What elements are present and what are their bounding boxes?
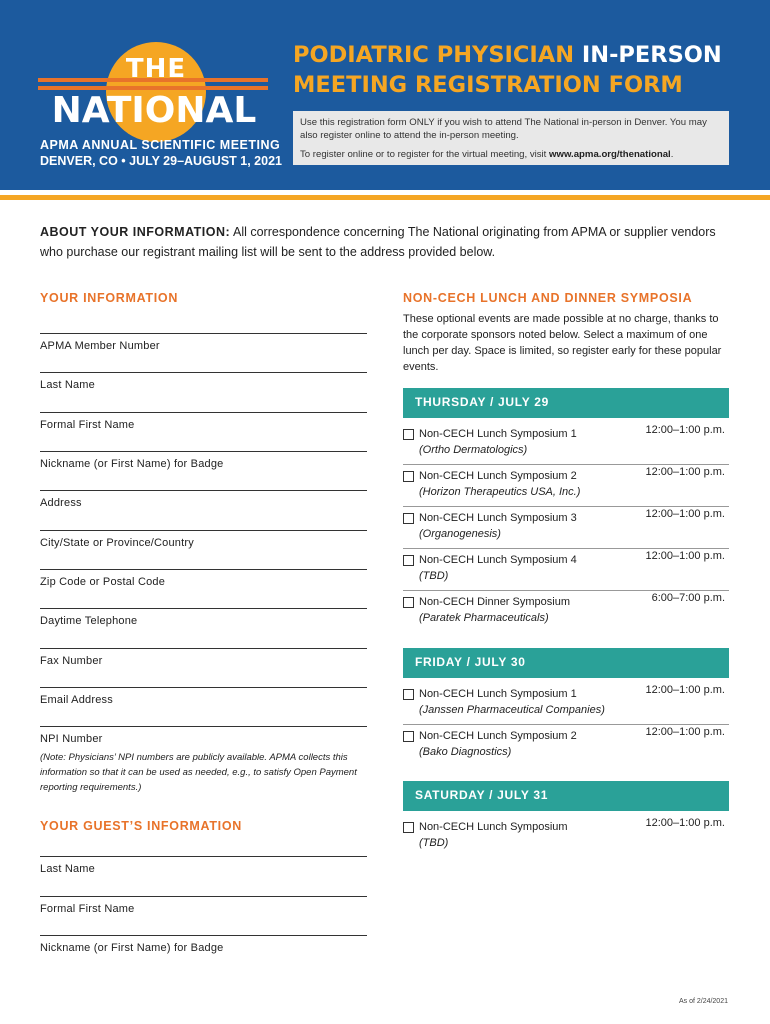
your-info-field-label: Formal First Name bbox=[40, 419, 135, 431]
header-banner bbox=[0, 0, 770, 190]
symposium-time: 12:00–1:00 p.m. bbox=[645, 550, 725, 562]
your-info-field-line[interactable] bbox=[40, 530, 367, 531]
guest-info-field[interactable] bbox=[40, 856, 367, 875]
your-info-field-label: Last Name bbox=[40, 379, 95, 391]
your-info-field[interactable] bbox=[40, 569, 367, 588]
your-info-field[interactable] bbox=[40, 412, 367, 431]
day-header: FRIDAY / JULY 30 bbox=[403, 648, 729, 678]
your-info-field[interactable] bbox=[40, 687, 367, 706]
symposium-time: 12:00–1:00 p.m. bbox=[645, 726, 725, 738]
registration-link[interactable]: www.apma.org/thenational bbox=[549, 149, 671, 160]
your-info-field-line[interactable] bbox=[40, 608, 367, 609]
about-text: All correspondence concerning The National originating from APMA or supplier vendors who purchase our registrant mailing list will be sent to the address provided below. bbox=[40, 225, 716, 259]
symposium-sponsor: (Janssen Pharmaceutical Companies) bbox=[419, 704, 605, 716]
your-info-field-label: APMA Member Number bbox=[40, 340, 160, 352]
your-info-field-line[interactable] bbox=[40, 648, 367, 649]
your-info-field[interactable] bbox=[40, 333, 367, 352]
your-info-field-label: Fax Number bbox=[40, 655, 103, 667]
guest-info-field[interactable] bbox=[40, 935, 367, 954]
symposium-name: Non-CECH Lunch Symposium 1 bbox=[419, 688, 577, 700]
guest-info-field-line[interactable] bbox=[40, 896, 367, 897]
your-info-field-label: Address bbox=[40, 497, 82, 509]
registration-notice bbox=[293, 111, 729, 165]
symposium-name: Non-CECH Lunch Symposium bbox=[419, 821, 568, 833]
symposium-sponsor: (TBD) bbox=[419, 837, 449, 849]
symposium-checkbox[interactable] bbox=[403, 731, 414, 742]
your-info-field-label: NPI Number bbox=[40, 733, 103, 745]
symposium-time: 12:00–1:00 p.m. bbox=[645, 466, 725, 478]
day-header: SATURDAY / JULY 31 bbox=[403, 781, 729, 811]
symposium-divider bbox=[403, 590, 729, 591]
your-info-field-line[interactable] bbox=[40, 333, 367, 334]
day-header: THURSDAY / JULY 29 bbox=[403, 388, 729, 418]
symposium-divider bbox=[403, 724, 729, 725]
guest-information-heading: YOUR GUEST’S INFORMATION bbox=[40, 819, 242, 833]
logo-national-text: NATIONAL bbox=[51, 90, 257, 131]
symposium-checkbox[interactable] bbox=[403, 822, 414, 833]
your-info-field-label: City/State or Province/Country bbox=[40, 537, 194, 549]
guest-info-field-line[interactable] bbox=[40, 856, 367, 857]
npi-note: (Note: Physicians’ NPI numbers are publicly available. APMA collects this information so that it can be used as needed, e.g., to satisfy Open Payment reporting requirements.) bbox=[40, 752, 357, 793]
symposium-sponsor: (Bako Diagnostics) bbox=[419, 746, 512, 758]
symposium-time: 6:00–7:00 p.m. bbox=[651, 592, 725, 604]
meeting-location-dates: DENVER, CO • JULY 29–AUGUST 1, 2021 bbox=[40, 154, 282, 168]
your-info-field-line[interactable] bbox=[40, 726, 367, 727]
symposium-name: Non-CECH Lunch Symposium 1 bbox=[419, 428, 577, 440]
symposium-time: 12:00–1:00 p.m. bbox=[645, 684, 725, 696]
your-info-field-line[interactable] bbox=[40, 687, 367, 688]
symposium-checkbox[interactable] bbox=[403, 429, 414, 440]
meeting-name: APMA ANNUAL SCIENTIFIC MEETING bbox=[40, 138, 281, 152]
your-info-field-line[interactable] bbox=[40, 412, 367, 413]
guest-info-field-label: Nickname (or First Name) for Badge bbox=[40, 942, 224, 954]
header-divider-orange bbox=[0, 195, 770, 200]
page-title bbox=[293, 40, 753, 100]
your-info-field[interactable] bbox=[40, 726, 367, 745]
your-info-field-line[interactable] bbox=[40, 372, 367, 373]
your-info-field-label: Nickname (or First Name) for Badge bbox=[40, 458, 224, 470]
guest-info-field-label: Last Name bbox=[40, 863, 95, 875]
your-info-field[interactable] bbox=[40, 451, 367, 470]
your-info-field-label: Email Address bbox=[40, 694, 113, 706]
your-info-field-line[interactable] bbox=[40, 490, 367, 491]
your-info-field-line[interactable] bbox=[40, 451, 367, 452]
symposium-checkbox[interactable] bbox=[403, 513, 414, 524]
your-info-field[interactable] bbox=[40, 490, 367, 509]
symposium-name: Non-CECH Dinner Symposium bbox=[419, 596, 570, 608]
symposium-divider bbox=[403, 464, 729, 465]
symposium-sponsor: (Ortho Dermatologics) bbox=[419, 444, 528, 456]
title-part3: MEETING REGISTRATION FORM bbox=[293, 72, 683, 98]
notice-line1: Use this registration form ONLY if you wish to attend The National in-person in Denver. You may also register online to attend the in-person meeting. bbox=[300, 117, 707, 141]
symposium-sponsor: (Horizon Therapeutics USA, Inc.) bbox=[419, 486, 581, 498]
the-national-logo bbox=[38, 40, 282, 170]
symposium-sponsor: (Paratek Pharmaceuticals) bbox=[419, 612, 549, 624]
symposium-sponsor: (Organogenesis) bbox=[419, 528, 501, 540]
symposium-sponsor: (TBD) bbox=[419, 570, 449, 582]
symposium-checkbox[interactable] bbox=[403, 597, 414, 608]
symposia-heading: NON-CECH LUNCH AND DINNER SYMPOSIA bbox=[403, 291, 693, 305]
symposium-time: 12:00–1:00 p.m. bbox=[645, 508, 725, 520]
logo-the-text: THE bbox=[125, 54, 187, 84]
symposium-checkbox[interactable] bbox=[403, 689, 414, 700]
your-info-field[interactable] bbox=[40, 372, 367, 391]
guest-info-field-label: Formal First Name bbox=[40, 903, 135, 915]
symposium-divider bbox=[403, 506, 729, 507]
your-info-field-label: Daytime Telephone bbox=[40, 615, 138, 627]
about-your-information bbox=[40, 222, 730, 262]
symposium-checkbox[interactable] bbox=[403, 471, 414, 482]
symposium-name: Non-CECH Lunch Symposium 3 bbox=[419, 512, 577, 524]
your-info-field-line[interactable] bbox=[40, 569, 367, 570]
guest-info-field[interactable] bbox=[40, 896, 367, 915]
title-part1: PODIATRIC PHYSICIAN bbox=[293, 42, 582, 68]
guest-info-field-line[interactable] bbox=[40, 935, 367, 936]
your-information-heading: YOUR INFORMATION bbox=[40, 291, 179, 305]
your-info-field[interactable] bbox=[40, 608, 367, 627]
symposium-name: Non-CECH Lunch Symposium 4 bbox=[419, 554, 577, 566]
symposium-time: 12:00–1:00 p.m. bbox=[645, 424, 725, 436]
your-info-field-label: Zip Code or Postal Code bbox=[40, 576, 166, 588]
symposium-checkbox[interactable] bbox=[403, 555, 414, 566]
symposium-divider bbox=[403, 548, 729, 549]
notice-line2: To register online or to register for the virtual meeting, visit www.apma.org/thenational. bbox=[300, 149, 674, 160]
title-part2: IN-PERSON bbox=[581, 42, 722, 68]
symposia-intro: These optional events are made possible at no charge, thanks to the corporate sponsors noted below. Select a maximum of one lunch per day. Space is limited, so register early for these popular events. bbox=[403, 313, 722, 373]
symposium-name: Non-CECH Lunch Symposium 2 bbox=[419, 470, 577, 482]
as-of-date: As of 2/24/2021 bbox=[678, 998, 728, 1005]
symposium-name: Non-CECH Lunch Symposium 2 bbox=[419, 730, 577, 742]
your-info-field[interactable] bbox=[40, 530, 367, 549]
your-info-field[interactable] bbox=[40, 648, 367, 667]
symposium-time: 12:00–1:00 p.m. bbox=[645, 817, 725, 829]
about-lead: ABOUT YOUR INFORMATION: bbox=[40, 225, 231, 239]
